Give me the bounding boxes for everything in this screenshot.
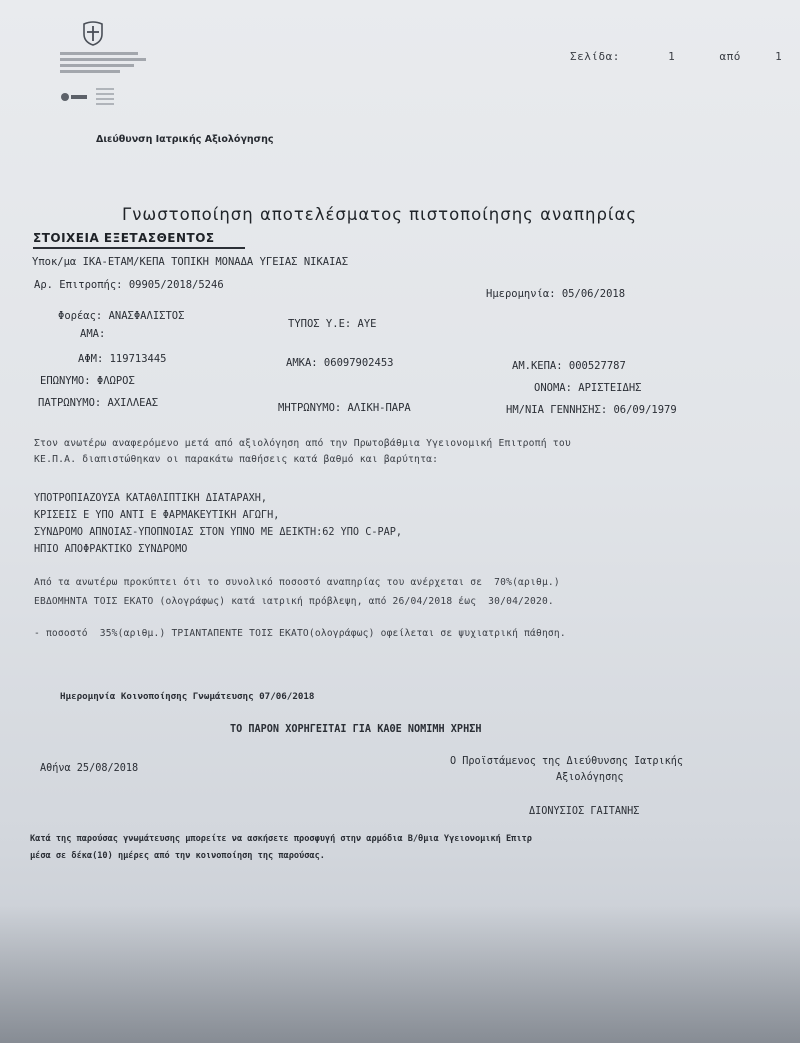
typos-ye-field: ΤΥΠΟΣ Υ.Ε: ΑΥΕ (288, 318, 377, 330)
page-counter (570, 50, 782, 63)
document-title: Γνωστοποίηση αποτελέσματος πιστοποίησης αναπηρίας (122, 205, 638, 224)
diagnosis-item: ΚΡΙΣΕΙΣ Ε ΥΠΟ ΑΝΤΙ Ε ΦΑΡΜΑΚΕΥΤΙΚΗ ΑΓΩΓΗ, (34, 510, 280, 521)
mother-name-field: ΜΗΤΡΩΝΥΜΟ: ΑΛΙΚΗ-ΠΑΡΑ (278, 402, 411, 414)
appeal-line-1: Κατά της παρούσας γνωμάτευσης μπορείτε να ασκήσετε προσφυγή στην αρμόδια Β/θμια Υγειονομική Επιτρ (30, 834, 532, 844)
notice-date: Ημερομηνία Κοινοποίησης Γνωμάτευσης 07/06/2018 (60, 691, 315, 702)
photo-shadow (0, 905, 800, 1043)
intro-line-1: Στον ανωτέρω αναφερόμενο μετά από αξιολόγηση από την Πρωτοβάθμια Υγειονομική Επιτροπή του (34, 438, 571, 449)
section-divider (33, 247, 245, 249)
department-name: Διεύθυνση Ιατρικής Αξιολόγησης (96, 134, 274, 145)
diagnosis-item: ΣΥΝΔΡΟΜΟ ΑΠΝΟΙΑΣ-ΥΠΟΠΝΟΙΑΣ ΣΤΟΝ ΥΠΝΟ ΜΕ ΔΕΙΚΤΗ:62 ΥΠΟ C-PAP, (34, 527, 403, 538)
section-title: ΣΤΟΙΧΕΙΑ ΕΞΕΤΑΣΘΕΝΤΟΣ (33, 231, 215, 245)
place-date: Αθήνα 25/08/2018 (40, 763, 139, 774)
document-date: Ημερομηνία: 05/06/2018 (486, 288, 626, 300)
page-of: από (719, 50, 741, 63)
am-kepa-field: ΑΜ.ΚΕΠΑ: 000527787 (512, 360, 626, 372)
committee-number: Αρ. Επιτροπής: 09905/2018/5246 (34, 279, 224, 291)
greek-coat-of-arms-icon (82, 20, 104, 46)
eopyy-logo-icon (60, 92, 88, 104)
diagnosis-item: ΥΠΟΤΡΟΠΙΑΖΟΥΣΑ ΚΑΤΑΘΛΙΠΤΙΚΗ ΔΙΑΤΑΡΑΧΗ, (34, 493, 268, 504)
ministry-logo (60, 20, 150, 110)
diagnosis-item: ΗΠΙΟ ΑΠΟΦΡΑΚΤΙΚΟ ΣΥΝΔΡΟΜΟ (34, 544, 188, 555)
appeal-line-2: μέσα σε δέκα(10) ημέρες από την κοινοποίηση της παρούσας. (30, 851, 325, 861)
birthdate-field: ΗΜ/ΝΙΑ ΓΕΝΝΗΣΗΣ: 06/09/1979 (506, 404, 677, 416)
page-current: 1 (668, 50, 676, 63)
signer-role-line-2: Αξιολόγησης (556, 772, 624, 783)
signer-name: ΔΙΟΝΥΣΙΟΣ ΓΑΙΤΑΝΗΣ (529, 806, 640, 817)
page-total: 1 (775, 50, 783, 63)
unit-line: Υποκ/μα ΙΚΑ-ΕΤΑΜ/ΚΕΠΑ ΤΟΠΙΚΗ ΜΟΝΑΔΑ ΥΓΕΙΑΣ ΝΙΚΑΙΑΣ (32, 256, 349, 268)
validity-statement: ΤΟ ΠΑΡΟΝ ΧΟΡΗΓΕΙΤΑΙ ΓΙΑ ΚΑΘΕ ΝΟΜΙΜΗ ΧΡΗΣΗ (230, 724, 482, 735)
surname-field: ΕΠΩΝΥΜΟ: ΦΛΩΡΟΣ (40, 375, 135, 387)
foreas-field: Φορέας: ΑΝΑΣΦΑΛΙΣΤΟΣ (58, 310, 185, 322)
page-label: Σελίδα: (570, 50, 620, 63)
afm-field: ΑΦΜ: 119713445 (78, 353, 167, 365)
result-line-2: ΕΒΔΟΜΗΝΤΑ ΤΟΙΣ ΕΚΑΤΟ (ολογράφως) κατά ιατρική πρόβλεψη, από 26/04/2018 έως 30/04/2020. (34, 596, 554, 607)
psychiatric-percentage-line: - ποσοστό 35%(αριθμ.) ΤΡΙΑΝΤΑΠΕΝΤΕ ΤΟΙΣ ΕΚΑΤΟ(ολογράφως) οφείλεται σε ψυχιατρική πάθηση. (34, 628, 566, 639)
first-name-field: ΟΝΟΜΑ: ΑΡΙΣΤΕΙΔΗΣ (534, 382, 642, 394)
ama-field: ΑΜΑ: (80, 328, 106, 340)
intro-line-2: ΚΕ.Π.Α. διαπιστώθηκαν οι παρακάτω παθήσεις κατά βαθμό και βαρύτητα: (34, 454, 439, 465)
signer-role-line-1: Ο Προϊστάμενος της Διεύθυνσης Ιατρικής (450, 756, 684, 767)
father-name-field: ΠΑΤΡΩΝΥΜΟ: ΑΧΙΛΛΕΑΣ (38, 397, 159, 409)
result-line-1: Από τα ανωτέρω προκύπτει ότι το συνολικό ποσοστό αναπηρίας του ανέρχεται σε 70%(αριθμ.) (34, 577, 560, 588)
amka-field: ΑΜΚΑ: 06097902453 (286, 357, 394, 369)
